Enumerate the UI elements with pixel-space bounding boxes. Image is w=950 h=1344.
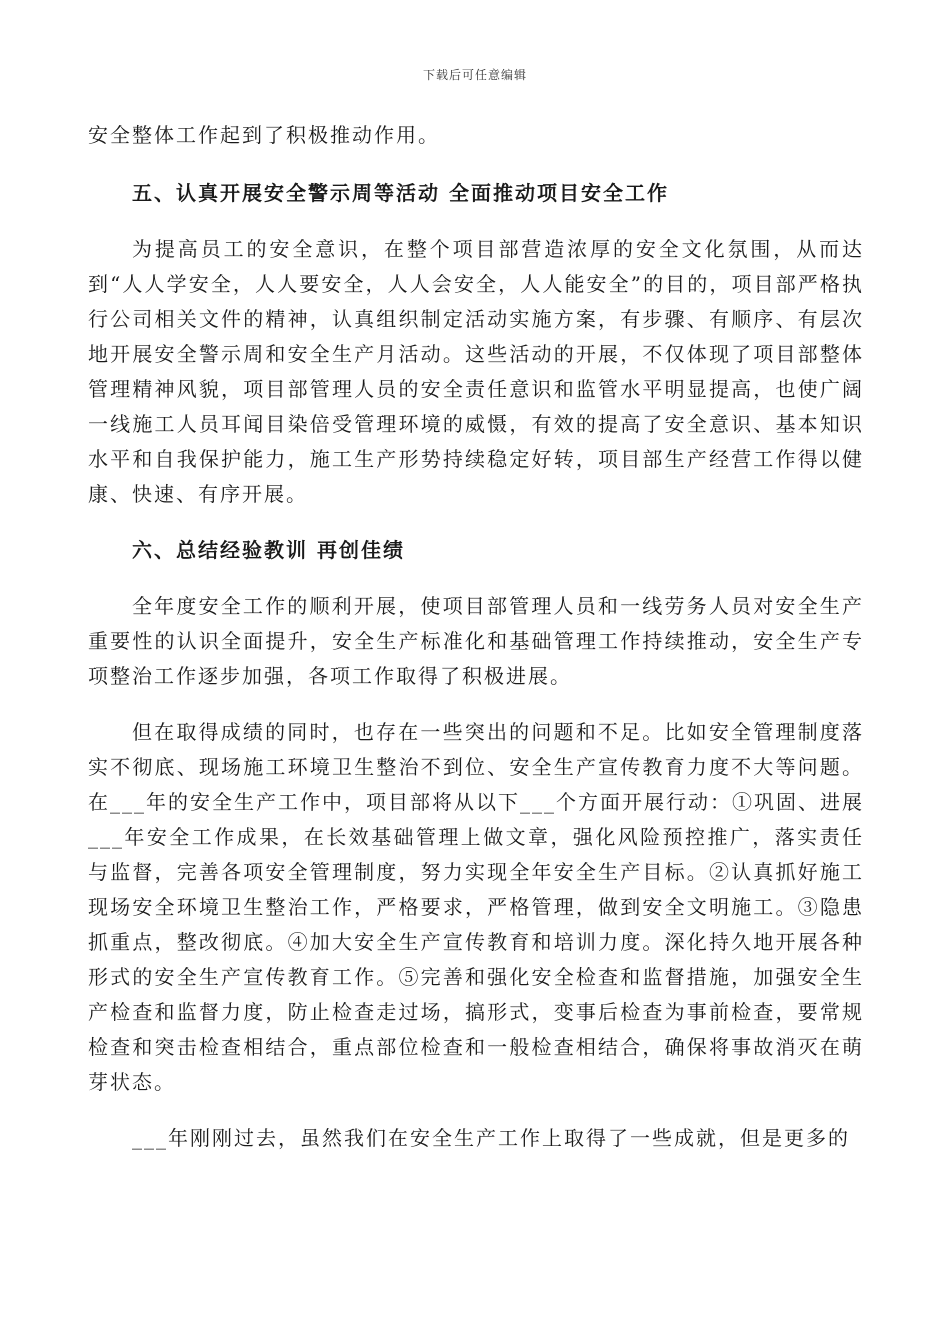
section-heading-6: 六、总结经验教训 再创佳绩 — [132, 538, 405, 562]
page-header-note: 下载后可任意编辑 — [422, 68, 527, 82]
paragraph-continuation: 安全整体工作起到了积极推动作用。 — [88, 123, 440, 147]
paragraph-section-5: 为提高员工的安全意识，在整个项目部营造浓厚的安全文化氛围，从而达到“人人学安全，人人要安全，人人会安全，人人能安全”的目的，项目部严格执行公司相关文件的精神，认真组织制定活动实施方案，有步骤、有顺序、有层次地开展安全警示周和安全生产月活动。这些活动的开展，不仅体现了项目部整体管理精神风貌，项目部管理人员的安全责任意识和监管水平明显提高，也使广阔一线施工人员耳闻目染倍受管理环境的威慑，有效的提高了安全意识、基本知识水平和自我保护能力，施工生产形势持续稳定好转，项目部生产经营工作得以健康、快速、有序开展。 — [88, 237, 864, 506]
paragraph-section-6-b: 但在取得成绩的同时，也存在一些突出的问题和不足。比如安全管理制度落实不彻底、现场施工环境卫生整治不到位、安全生产宣传教育力度不大等问题。在___年的安全生产工作中，项目部将从以下___个方面开展行动：①巩固、进展___年安全工作成果，在长效基础管理上做文章，强化风险预控推广，落实责任与监督，完善各项安全管理制度，努力实现全年安全生产目标。②认真抓好施工现场安全环境卫生整治工作，严格要求，严格管理，做到安全文明施工。③隐患抓重点，整改彻底。④加大安全生产宣传教育和培训力度。深化持久地开展各种形式的安全生产宣传教育工作。⑤完善和强化安全检查和监督措施，加强安全生产检查和监督力度，防止检查走过场，搞形式，变事后检查为事前检查，要常规检查和突击检查相结合，重点部位检查和一般检查相结合，确保将事故消灭在萌芽状态。 — [88, 720, 864, 1094]
paragraph-section-6-a: 全年度安全工作的顺利开展，使项目部管理人员和一线劳务人员对安全生产重要性的认识全面提升，安全生产标准化和基础管理工作持续推动，安全生产专项整治工作逐步加强，各项工作取得了积极进展。 — [88, 594, 864, 688]
section-heading-5: 五、认真开展安全警示周等活动 全面推动项目安全工作 — [132, 181, 669, 205]
document-body — [88, 118, 864, 1156]
paragraph-closing: ___年刚刚过去，虽然我们在安全生产工作上取得了一些成就，但是更多的 — [132, 1126, 850, 1150]
